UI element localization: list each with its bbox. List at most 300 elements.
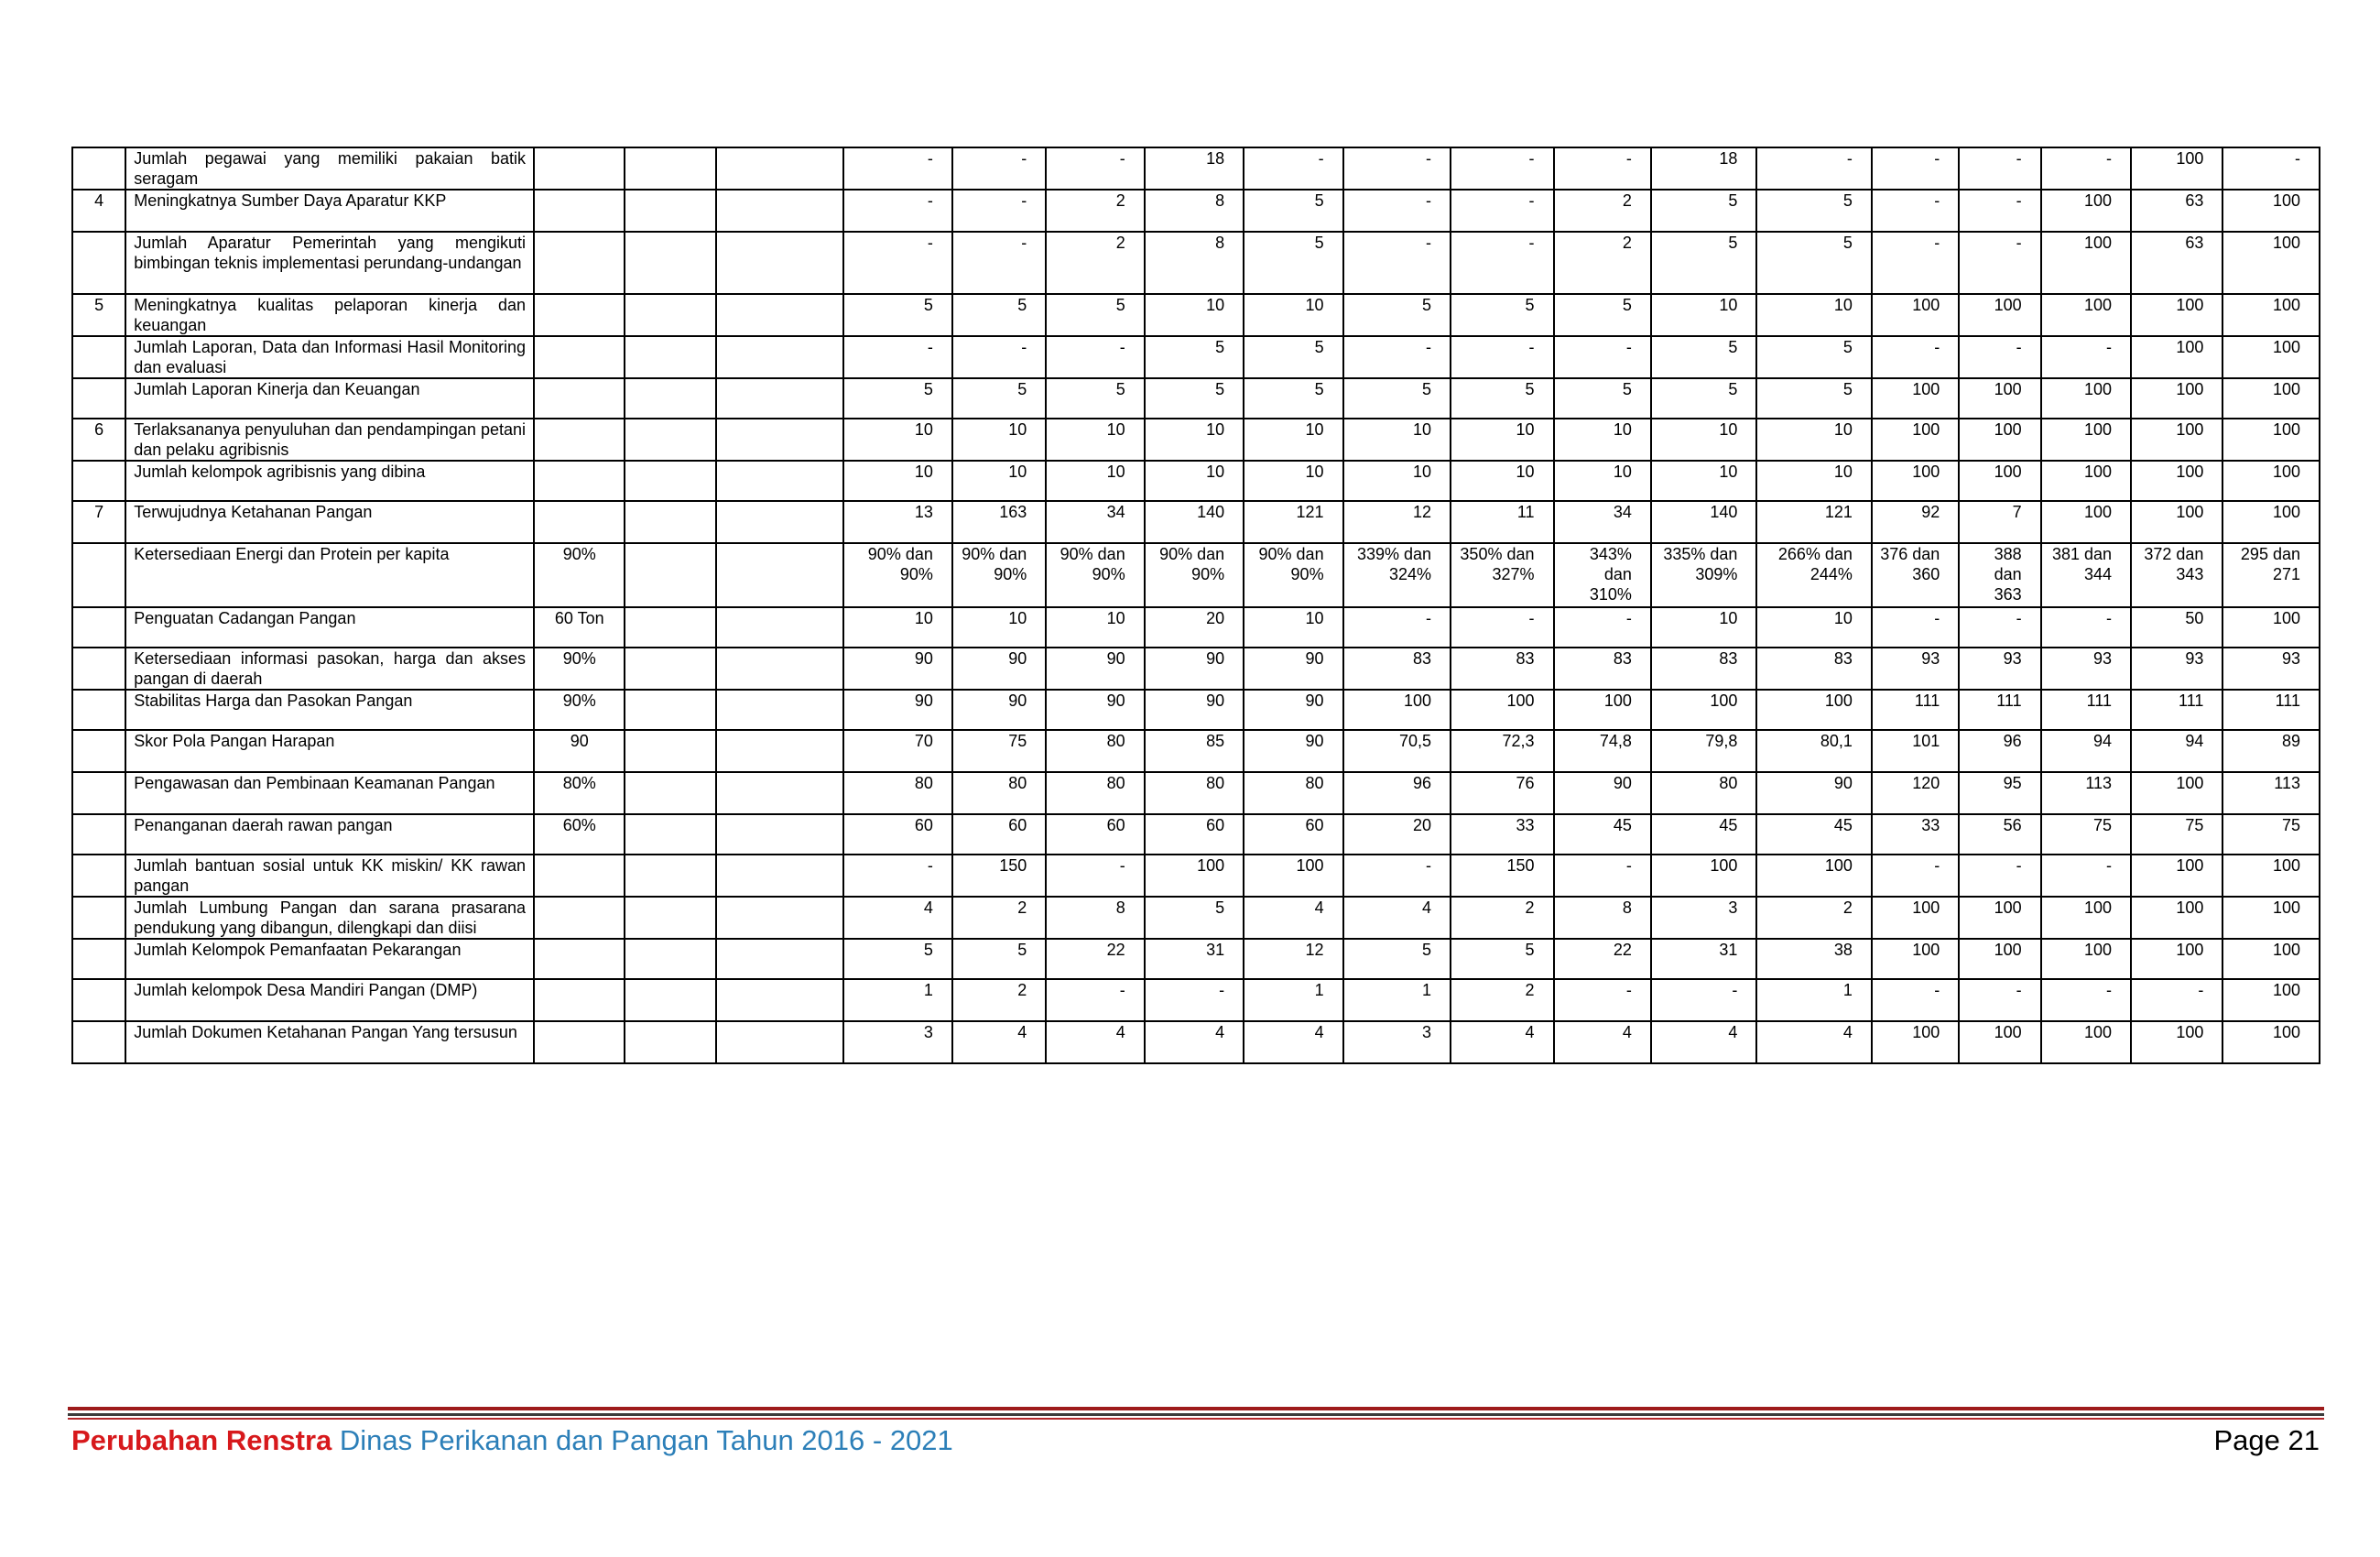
value-cell: 2 [1451, 979, 1553, 1021]
value-cell: 10 [1651, 294, 1756, 336]
table-row [72, 419, 2320, 461]
value-cell: 5 [1244, 232, 1342, 294]
value-cell: 20 [1145, 607, 1244, 648]
value-cell: 100 [2222, 336, 2320, 378]
table-body [72, 147, 2320, 1063]
value-cell: 80 [1244, 772, 1342, 814]
value-cell: 100 [2131, 419, 2222, 461]
value-cell: 5 [1756, 190, 1872, 232]
empty-cell [716, 814, 844, 855]
value-cell: 33 [1872, 814, 1959, 855]
value-cell: 10 [1756, 461, 1872, 501]
row-number-cell: 5 [72, 294, 125, 336]
value-cell: - [1959, 336, 2040, 378]
indicator-label-cell: Terwujudnya Ketahanan Pangan [125, 501, 534, 543]
row-number-cell [72, 543, 125, 607]
empty-cell [716, 1021, 844, 1063]
indicator-label-cell: Ketersediaan Energi dan Protein per kapita [125, 543, 534, 607]
value-cell: - [1959, 190, 2040, 232]
value-cell: 60 [843, 814, 951, 855]
value-cell: 100 [2131, 897, 2222, 939]
value-cell: 100 [1872, 939, 1959, 979]
value-cell: 100 [2131, 939, 2222, 979]
value-cell: 83 [1451, 648, 1553, 690]
value-cell: 100 [1959, 419, 2040, 461]
value-cell: - [1554, 336, 1651, 378]
row-number-cell [72, 147, 125, 190]
value-cell: 4 [1756, 1021, 1872, 1063]
value-cell: 18 [1651, 147, 1756, 190]
target-condition-cell: 60% [534, 814, 625, 855]
value-cell: 100 [1959, 897, 2040, 939]
value-cell: 2 [1756, 897, 1872, 939]
value-cell: - [1651, 979, 1756, 1021]
value-cell: 100 [2131, 772, 2222, 814]
value-cell: 100 [2222, 897, 2320, 939]
value-cell: 100 [2041, 501, 2131, 543]
value-cell: 20 [1343, 814, 1451, 855]
value-cell: - [2222, 147, 2320, 190]
value-cell: 10 [1046, 419, 1144, 461]
value-cell: 5 [1451, 939, 1553, 979]
value-cell: - [843, 232, 951, 294]
value-cell: 10 [1343, 461, 1451, 501]
value-cell: 120 [1872, 772, 1959, 814]
value-cell: - [1451, 190, 1553, 232]
value-cell: 90 [952, 648, 1046, 690]
empty-cell [625, 690, 715, 730]
value-cell: 100 [1756, 690, 1872, 730]
value-cell: 100 [2222, 1021, 2320, 1063]
table-row [72, 336, 2320, 378]
value-cell: - [1554, 147, 1651, 190]
value-cell: 100 [1872, 378, 1959, 419]
row-number-cell: 4 [72, 190, 125, 232]
indicator-label-cell: Jumlah Aparatur Pemerintah yang mengikuti bimbingan teknis implementasi perundang-undangan [125, 232, 534, 294]
value-cell: 100 [2041, 419, 2131, 461]
target-condition-cell [534, 190, 625, 232]
value-cell: 90 [1145, 648, 1244, 690]
empty-cell [625, 730, 715, 772]
table-row [72, 855, 2320, 897]
table-row [72, 730, 2320, 772]
footer-rule [68, 1413, 2324, 1416]
value-cell: 100 [2041, 897, 2131, 939]
value-cell: 5 [1046, 378, 1144, 419]
value-cell: 100 [2222, 939, 2320, 979]
value-cell: - [1872, 855, 1959, 897]
value-cell: 18 [1145, 147, 1244, 190]
indicator-label-cell: Jumlah Lumbung Pangan dan sarana prasarana pendukung yang dibangun, dilengkapi dan diisi [125, 897, 534, 939]
footer-rule [68, 1418, 2324, 1420]
value-cell: 100 [2222, 855, 2320, 897]
value-cell: - [1959, 979, 2040, 1021]
value-cell: 2 [952, 979, 1046, 1021]
value-cell: 96 [1959, 730, 2040, 772]
value-cell: 10 [843, 419, 951, 461]
value-cell: 113 [2222, 772, 2320, 814]
value-cell: 5 [1343, 939, 1451, 979]
value-cell: 100 [2131, 378, 2222, 419]
target-condition-cell: 90% [534, 690, 625, 730]
value-cell: 5 [952, 294, 1046, 336]
value-cell: - [1343, 232, 1451, 294]
empty-cell [716, 979, 844, 1021]
value-cell: 100 [1756, 855, 1872, 897]
value-cell: 150 [952, 855, 1046, 897]
value-cell: 5 [952, 939, 1046, 979]
value-cell: - [952, 232, 1046, 294]
row-number-cell [72, 690, 125, 730]
value-cell: - [1872, 979, 1959, 1021]
value-cell: 90 [1046, 648, 1144, 690]
value-cell: - [1343, 855, 1451, 897]
value-cell: 5 [1244, 378, 1342, 419]
value-cell: 5 [1554, 378, 1651, 419]
row-number-cell [72, 607, 125, 648]
value-cell: 75 [2131, 814, 2222, 855]
page-number: Page 21 [2213, 1424, 2320, 1456]
value-cell: 100 [2222, 979, 2320, 1021]
value-cell: 388 dan 363 [1959, 543, 2040, 607]
value-cell: 83 [1554, 648, 1651, 690]
target-condition-cell [534, 294, 625, 336]
value-cell: 100 [2222, 190, 2320, 232]
table-row [72, 814, 2320, 855]
value-cell: 100 [1959, 1021, 2040, 1063]
target-condition-cell [534, 232, 625, 294]
empty-cell [625, 147, 715, 190]
empty-cell [625, 772, 715, 814]
empty-cell [625, 543, 715, 607]
value-cell: 10 [1343, 419, 1451, 461]
value-cell: - [843, 336, 951, 378]
value-cell: 83 [1651, 648, 1756, 690]
value-cell: - [843, 855, 951, 897]
value-cell: 1 [843, 979, 951, 1021]
value-cell: 31 [1651, 939, 1756, 979]
value-cell: 8 [1046, 897, 1144, 939]
value-cell: 2 [1554, 190, 1651, 232]
value-cell: - [2041, 147, 2131, 190]
value-cell: 10 [1651, 607, 1756, 648]
value-cell: 100 [2041, 232, 2131, 294]
value-cell: 72,3 [1451, 730, 1553, 772]
empty-cell [716, 690, 844, 730]
value-cell: 45 [1651, 814, 1756, 855]
empty-cell [716, 232, 844, 294]
value-cell: - [1343, 607, 1451, 648]
value-cell: - [1554, 607, 1651, 648]
value-cell: 90% dan 90% [1145, 543, 1244, 607]
value-cell: - [1451, 336, 1553, 378]
value-cell: 31 [1145, 939, 1244, 979]
value-cell: 5 [1651, 232, 1756, 294]
value-cell: 74,8 [1554, 730, 1651, 772]
indicator-label-cell: Meningkatnya Sumber Daya Aparatur KKP [125, 190, 534, 232]
value-cell: 5 [1756, 378, 1872, 419]
empty-cell [625, 378, 715, 419]
value-cell: 83 [1756, 648, 1872, 690]
value-cell: 100 [2041, 461, 2131, 501]
value-cell: 11 [1451, 501, 1553, 543]
value-cell: 10 [952, 607, 1046, 648]
target-condition-cell [534, 419, 625, 461]
value-cell: 93 [2222, 648, 2320, 690]
value-cell: 100 [2222, 294, 2320, 336]
value-cell: 100 [1145, 855, 1244, 897]
value-cell: 100 [1959, 378, 2040, 419]
renstra-table [71, 147, 2320, 1064]
value-cell: 339% dan 324% [1343, 543, 1451, 607]
value-cell: 100 [1872, 419, 1959, 461]
value-cell: - [1451, 232, 1553, 294]
value-cell: 5 [843, 939, 951, 979]
value-cell: 343% dan 310% [1554, 543, 1651, 607]
value-cell: 70 [843, 730, 951, 772]
value-cell: 13 [843, 501, 951, 543]
value-cell: 90% dan 90% [952, 543, 1046, 607]
value-cell: - [2131, 979, 2222, 1021]
table-row [72, 543, 2320, 607]
value-cell: 100 [2131, 294, 2222, 336]
value-cell: 163 [952, 501, 1046, 543]
value-cell: 4 [1554, 1021, 1651, 1063]
table-row [72, 190, 2320, 232]
value-cell: - [1046, 979, 1144, 1021]
value-cell: 100 [2222, 501, 2320, 543]
value-cell: 89 [2222, 730, 2320, 772]
value-cell: 5 [1145, 378, 1244, 419]
value-cell: 100 [2041, 1021, 2131, 1063]
value-cell: 90% dan 90% [843, 543, 951, 607]
value-cell: 90 [1554, 772, 1651, 814]
value-cell: 4 [1145, 1021, 1244, 1063]
value-cell: 100 [1959, 939, 2040, 979]
value-cell: - [1959, 607, 2040, 648]
value-cell: - [952, 336, 1046, 378]
value-cell: 10 [1651, 461, 1756, 501]
value-cell: 10 [1244, 294, 1342, 336]
value-cell: 100 [1451, 690, 1553, 730]
value-cell: 4 [1651, 1021, 1756, 1063]
empty-cell [716, 501, 844, 543]
value-cell: 75 [952, 730, 1046, 772]
empty-cell [716, 294, 844, 336]
value-cell: 5 [843, 294, 951, 336]
value-cell: 10 [1244, 461, 1342, 501]
value-cell: 100 [2131, 1021, 2222, 1063]
value-cell: 38 [1756, 939, 1872, 979]
value-cell: - [1959, 147, 2040, 190]
value-cell: 150 [1451, 855, 1553, 897]
target-condition-cell [534, 336, 625, 378]
value-cell: 350% dan 327% [1451, 543, 1553, 607]
value-cell: 100 [1959, 294, 2040, 336]
value-cell: 10 [1046, 607, 1144, 648]
empty-cell [716, 419, 844, 461]
value-cell: 111 [2131, 690, 2222, 730]
value-cell: 295 dan 271 [2222, 543, 2320, 607]
value-cell: 10 [1451, 461, 1553, 501]
value-cell: 5 [843, 378, 951, 419]
value-cell: 56 [1959, 814, 2040, 855]
value-cell: 85 [1145, 730, 1244, 772]
value-cell: 34 [1554, 501, 1651, 543]
value-cell: - [952, 147, 1046, 190]
value-cell: 5 [1145, 897, 1244, 939]
value-cell: - [2041, 855, 2131, 897]
value-cell: 100 [2131, 461, 2222, 501]
value-cell: 4 [1244, 1021, 1342, 1063]
value-cell: 90% dan 90% [1046, 543, 1144, 607]
value-cell: 90 [1244, 690, 1342, 730]
value-cell: 2 [1046, 232, 1144, 294]
value-cell: 4 [952, 1021, 1046, 1063]
value-cell: 63 [2131, 232, 2222, 294]
value-cell: 12 [1343, 501, 1451, 543]
indicator-label-cell: Jumlah bantuan sosial untuk KK miskin/ KK rawan pangan [125, 855, 534, 897]
value-cell: 76 [1451, 772, 1553, 814]
value-cell: 93 [1872, 648, 1959, 690]
value-cell: - [1046, 855, 1144, 897]
value-cell: 4 [843, 897, 951, 939]
target-condition-cell [534, 1021, 625, 1063]
value-cell: 335% dan 309% [1651, 543, 1756, 607]
table-row [72, 378, 2320, 419]
empty-cell [716, 378, 844, 419]
value-cell: 100 [1554, 690, 1651, 730]
value-cell: 10 [1244, 419, 1342, 461]
value-cell: 100 [2041, 939, 2131, 979]
value-cell: 100 [2222, 232, 2320, 294]
value-cell: 100 [1244, 855, 1342, 897]
value-cell: - [1959, 855, 2040, 897]
value-cell: - [1554, 979, 1651, 1021]
value-cell: 80 [843, 772, 951, 814]
value-cell: 100 [1651, 855, 1756, 897]
footer-title [71, 1422, 953, 1459]
empty-cell [625, 294, 715, 336]
value-cell: 10 [1756, 419, 1872, 461]
indicator-label-cell: Terlaksananya penyuluhan dan pendampingan petani dan pelaku agribisnis [125, 419, 534, 461]
value-cell: 94 [2041, 730, 2131, 772]
row-number-cell [72, 979, 125, 1021]
empty-cell [625, 190, 715, 232]
empty-cell [716, 147, 844, 190]
table-row [72, 648, 2320, 690]
indicator-label-cell: Ketersediaan informasi pasokan, harga dan akses pangan di daerah [125, 648, 534, 690]
empty-cell [625, 1021, 715, 1063]
value-cell: 100 [1872, 1021, 1959, 1063]
value-cell: 2 [1554, 232, 1651, 294]
indicator-label-cell: Jumlah kelompok Desa Mandiri Pangan (DMP) [125, 979, 534, 1021]
value-cell: 111 [2222, 690, 2320, 730]
value-cell: 10 [1145, 294, 1244, 336]
empty-cell [716, 939, 844, 979]
empty-cell [716, 648, 844, 690]
value-cell: 80 [1651, 772, 1756, 814]
target-condition-cell [534, 897, 625, 939]
value-cell: 5 [1244, 336, 1342, 378]
value-cell: 63 [2131, 190, 2222, 232]
value-cell: 5 [1451, 294, 1553, 336]
row-number-cell [72, 772, 125, 814]
value-cell: 100 [1959, 461, 2040, 501]
value-cell: 34 [1046, 501, 1144, 543]
value-cell: 33 [1451, 814, 1553, 855]
value-cell: 100 [2131, 147, 2222, 190]
value-cell: - [2041, 336, 2131, 378]
empty-cell [716, 730, 844, 772]
value-cell: 95 [1959, 772, 2040, 814]
value-cell: 90% dan 90% [1244, 543, 1342, 607]
indicator-label-cell: Meningkatnya kualitas pelaporan kinerja dan keuangan [125, 294, 534, 336]
empty-cell [716, 190, 844, 232]
value-cell: 92 [1872, 501, 1959, 543]
value-cell: 10 [952, 419, 1046, 461]
empty-cell [625, 939, 715, 979]
value-cell: 5 [1244, 190, 1342, 232]
value-cell: 100 [1872, 461, 1959, 501]
row-number-cell: 6 [72, 419, 125, 461]
value-cell: 94 [2131, 730, 2222, 772]
value-cell: 80 [1145, 772, 1244, 814]
value-cell: 376 dan 360 [1872, 543, 1959, 607]
value-cell: 111 [2041, 690, 2131, 730]
target-condition-cell: 60 Ton [534, 607, 625, 648]
empty-cell [716, 897, 844, 939]
value-cell: 5 [1343, 294, 1451, 336]
value-cell: 10 [1451, 419, 1553, 461]
value-cell: 2 [1451, 897, 1553, 939]
value-cell: 22 [1046, 939, 1144, 979]
value-cell: - [1046, 147, 1144, 190]
value-cell: - [1872, 336, 1959, 378]
value-cell: 10 [1756, 294, 1872, 336]
value-cell: 1 [1244, 979, 1342, 1021]
empty-cell [716, 855, 844, 897]
value-cell: 121 [1244, 501, 1342, 543]
value-cell: 266% dan 244% [1756, 543, 1872, 607]
value-cell: - [1756, 147, 1872, 190]
value-cell: 5 [952, 378, 1046, 419]
row-number-cell [72, 855, 125, 897]
empty-cell [625, 814, 715, 855]
value-cell: 100 [1651, 690, 1756, 730]
row-number-cell [72, 897, 125, 939]
value-cell: 10 [1756, 607, 1872, 648]
empty-cell [625, 979, 715, 1021]
empty-cell [625, 232, 715, 294]
empty-cell [625, 897, 715, 939]
table-row [72, 772, 2320, 814]
row-number-cell [72, 939, 125, 979]
row-number-cell: 7 [72, 501, 125, 543]
value-cell: 90 [1756, 772, 1872, 814]
value-cell: 83 [1343, 648, 1451, 690]
value-cell: 5 [1343, 378, 1451, 419]
value-cell: 7 [1959, 501, 2040, 543]
value-cell: 5 [1046, 294, 1144, 336]
target-condition-cell: 90 [534, 730, 625, 772]
value-cell: 10 [1651, 419, 1756, 461]
target-condition-cell [534, 979, 625, 1021]
value-cell: 50 [2131, 607, 2222, 648]
value-cell: 5 [1554, 294, 1651, 336]
value-cell: 90 [1244, 648, 1342, 690]
value-cell: 22 [1554, 939, 1651, 979]
